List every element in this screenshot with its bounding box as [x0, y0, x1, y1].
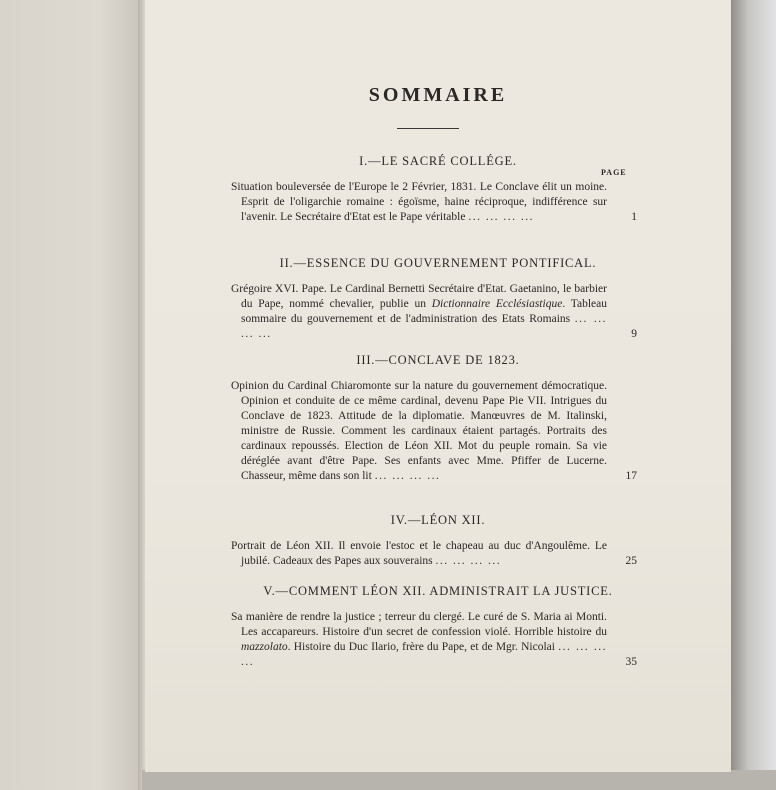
title-rule	[397, 128, 459, 129]
facing-page	[0, 0, 142, 790]
entry-text: . Histoire du Duc Ilario, frère du Pape, et de Mgr. Nicolai	[287, 641, 555, 653]
section-entry	[231, 610, 637, 670]
entry-text: Opinion du Cardinal Chiaromonte sur la nature du gouvernement démocratique. Opinion et conduite de ce même cardinal, devenu Pape Pie VII. Intrigues du Conclave de 1823. Attitude de la diplomatie. Manœuvres de M. Italinski, ministre de Russie. Comment les cardinaux étaient partagés. Portraits des cardinaux repoussés. Election de Léon XII. Mot du peuple romain. Sa vie déréglée avant d'être Pape. Ses enfants avec Mme. Pfiffer de Lucerne. Chasseur, même dans son lit	[231, 380, 607, 482]
section-heading: V.—COMMENT LÉON XII. ADMINISTRAIT LA JUSTICE.	[263, 584, 613, 598]
section-heading: III.—CONCLAVE DE 1823.	[356, 353, 520, 367]
entry-text: . Tableau sommaire du gouvernement et de l'administration des Etats Romains	[241, 298, 607, 325]
section-entry	[231, 539, 637, 569]
section-1	[145, 153, 731, 225]
page-title: SOMMAIRE	[368, 84, 508, 106]
page-bottom-edge	[142, 770, 776, 790]
page-number: 35	[625, 656, 637, 668]
section-3	[145, 352, 731, 484]
dot-leader: ... ... ... ...	[241, 641, 608, 668]
section-heading: I.—LE SACRÉ COLLÉGE.	[359, 154, 517, 168]
section-heading: II.—ESSENCE DU GOUVERNEMENT PONTIFICAL.	[279, 256, 597, 270]
section-4	[145, 512, 731, 569]
entry-text: Situation bouleversée de l'Europe le 2 Février, 1831. Le Conclave élit un moine. Esprit de l'oligarchie romaine : égoïsme, haine réciproque, indifférence sur l'avenir. Le Secrétaire d'Etat est le Pape véritable	[231, 181, 607, 223]
page-column-label: PAGE	[601, 168, 627, 177]
entry-text: Sa manière de rendre la justice ; terreur du clergé. Le curé de S. Maria ai Monti. Les accapareurs. Histoire d'un secret de confession violé. Horrible histoire du	[231, 611, 607, 638]
section-5	[145, 583, 731, 670]
section-2	[145, 255, 731, 342]
book-page	[145, 0, 731, 772]
entry-italic-title: Dictionnaire Ecclésiastique	[431, 298, 563, 310]
dot-leader: ... ... ... ...	[435, 555, 502, 567]
background-edge	[730, 0, 776, 790]
entry-text: Portrait de Léon XII. Il envoie l'estoc et le chapeau au duc d'Angoulême. Le jubilé. Cadeaux des Papes aux souverains	[231, 540, 607, 567]
dot-leader: ... ... ... ...	[468, 211, 534, 223]
page-number: 25	[625, 555, 637, 567]
page-number: 9	[631, 328, 637, 340]
dot-leader: ... ... ... ...	[374, 470, 441, 482]
page-number: 17	[625, 470, 637, 482]
section-entry	[231, 180, 637, 225]
entry-text: Grégoire XVI. Pape. Le Cardinal Bernetti Secrétaire d'Etat. Gaetanino, le barbier du Pape, nommé chevalier, publie un	[231, 283, 607, 310]
page-number: 1	[631, 211, 637, 223]
section-entry	[231, 282, 637, 342]
dot-leader: ... ... ... ...	[241, 313, 608, 340]
section-heading: IV.—LÉON XII.	[390, 513, 486, 527]
section-entry	[231, 379, 637, 484]
entry-italic-term: mazzolato	[241, 641, 288, 653]
